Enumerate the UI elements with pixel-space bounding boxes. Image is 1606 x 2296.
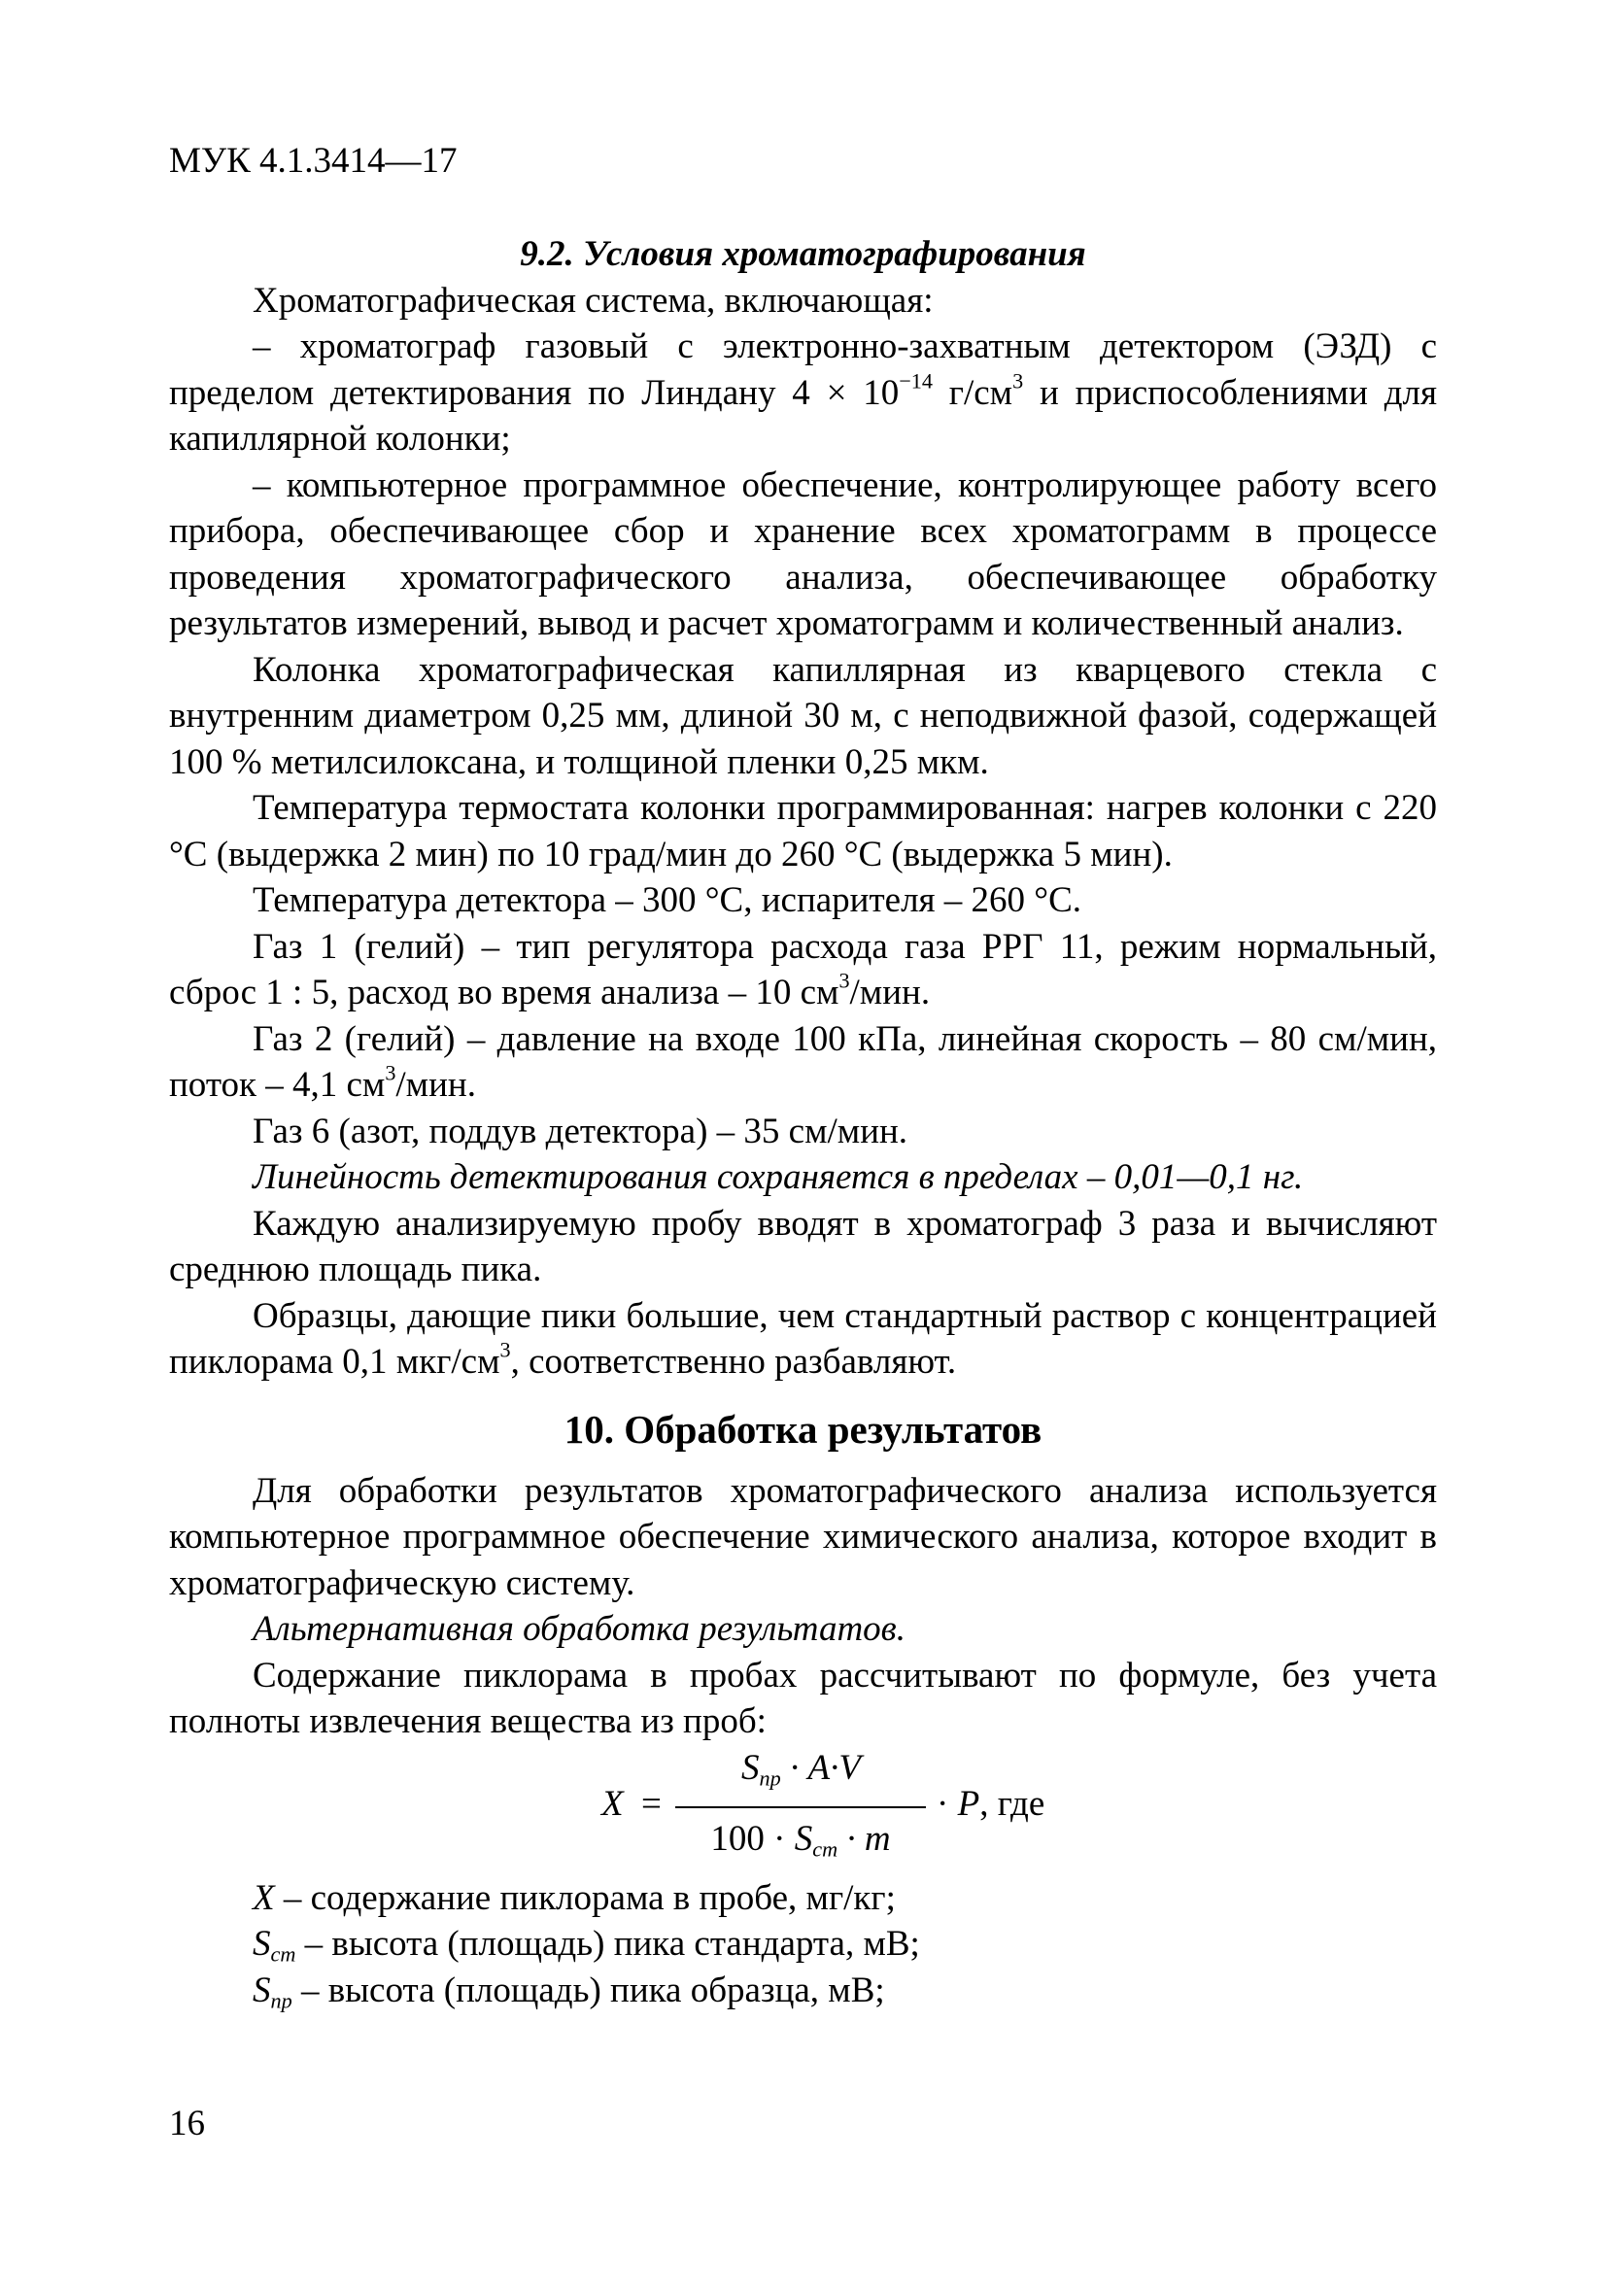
legend-symbol: S — [253, 1924, 271, 1964]
document-code-header: МУК 4.1.3414—17 — [169, 141, 458, 181]
formula-num-rest: · A·V — [780, 1747, 861, 1788]
legend-subscript: ст — [270, 1941, 296, 1967]
legend-description: – высота (площадь) пика стандарта, мВ; — [295, 1924, 920, 1964]
superscript-cube: 3 — [1012, 367, 1024, 393]
legend-item — [169, 1968, 1437, 2014]
formula-den-rest: · m — [837, 1818, 891, 1859]
formula-tail-p: P — [957, 1783, 980, 1824]
text-chromatograph-b: г/см — [932, 372, 1013, 413]
paragraph-gas-2 — [169, 1016, 1437, 1109]
formula-tail-dot: · — [937, 1783, 958, 1824]
paragraph-chromatograph — [169, 324, 1437, 463]
page-content — [169, 231, 1437, 2013]
paragraph-gas-6: Газ 6 (азот, поддув детектора) – 35 см/мин. — [253, 1111, 908, 1151]
paragraph-thermostat: Температура термостата колонки программированная: нагрев колонки с 220 °С (выдержка 2 мин) по 10 град/мин до 260 °С (выдержка 5 мин). — [169, 788, 1437, 874]
paragraph-gas-1 — [169, 924, 1437, 1016]
formula-den-s: S — [794, 1818, 813, 1859]
legend-description: – высота (площадь) пика образца, мВ; — [291, 1970, 885, 2010]
text-chromatograph-c: и приспособлениями для капиллярной колонки; — [169, 372, 1438, 459]
text-gas-2-a: Газ 2 (гелий) – давление на входе 100 кПа, линейная скорость – 80 см/мин, поток – 4,1 см — [169, 1018, 1437, 1105]
legend-item — [169, 1875, 1437, 1922]
paragraph-formula-intro: Содержание пиклорама в пробах рассчитывают по формуле, без учета полноты извлечения вещества из проб: — [169, 1655, 1437, 1741]
legend-symbol: S — [253, 1970, 271, 2010]
paragraph-column: Колонка хроматографическая капиллярная из кварцевого стекла с внутренним диаметром 0,25 мм, длиной 30 м, с неподвижной фазой, содержащей 100 % метилсилоксана, и толщиной пленки 0,25 мкм. — [169, 649, 1437, 782]
text-gas-1-a: Газ 1 (гелий) – тип регулятора расхода газа РРГ 11, режим нормальный, сброс 1 : 5, расход во время анализа – 10 см — [169, 926, 1437, 1012]
formula-den-sub: ст — [812, 1836, 838, 1862]
fraction-bar — [675, 1806, 926, 1808]
superscript-cube: 3 — [499, 1337, 511, 1362]
page-number: 16 — [169, 2104, 205, 2143]
formula-den-100: 100 · — [710, 1818, 795, 1859]
section-10-title: 10. Обработка результатов — [564, 1406, 1042, 1452]
paragraph-system: Хроматографическая система, включающая: — [253, 280, 934, 321]
superscript-cube: 3 — [838, 968, 850, 993]
legend-item — [169, 1921, 1437, 1968]
superscript-exponent: −14 — [899, 367, 933, 393]
text-dilution-a: Образцы, дающие пики большие, чем стандартный раствор с концентрацией пиклорама 0,1 мкг/см — [169, 1295, 1437, 1382]
paragraph-processing: Для обработки результатов хроматографического анализа используется компьютерное программное обеспечение химического анализа, которое входит в хроматографическую систему. — [169, 1470, 1437, 1603]
formula-num-s: S — [741, 1747, 760, 1788]
text-gas-1-b: /мин. — [849, 973, 931, 1012]
paragraph-alternative: Альтернативная обработка результатов. — [253, 1609, 906, 1649]
formula-tail — [937, 1781, 1044, 1828]
legend-symbol: X — [253, 1877, 275, 1918]
text-dilution-b: , соответственно разбавляют. — [510, 1342, 957, 1382]
legend-description: – содержание пиклорама в пробе, мг/кг; — [274, 1877, 896, 1918]
legend-subscript: пр — [270, 1988, 292, 2013]
paragraph-injection: Каждую анализируемую пробу вводят в хроматограф 3 раза и вычисляют среднюю площадь пика. — [169, 1203, 1437, 1289]
formula-equals: = — [641, 1783, 662, 1824]
formula-numerator — [682, 1745, 920, 1792]
paragraph-software: – компьютерное программное обеспечение, контролирующее работу всего прибора, обеспечивающее сбор и хранение всех хроматограмм в процессе проведения хроматографического анализа, обеспечивающее обработку результатов измерений, вывод и расчет хроматограмм и количественный анализ. — [169, 464, 1437, 643]
paragraph-dilution — [169, 1293, 1437, 1386]
paragraph-detector-temp: Температура детектора – 300 °С, испарителя – 260 °С. — [253, 880, 1082, 920]
superscript-cube: 3 — [385, 1060, 396, 1085]
paragraph-linearity: Линейность детектирования сохраняется в пределах – 0,01—0,1 нг. — [253, 1157, 1304, 1197]
text-gas-2-b: /мин. — [395, 1065, 476, 1105]
formula-denominator — [675, 1816, 926, 1863]
text-chromatograph-a: – хроматограф газовый с электронно-захватным детектором (ЭЗД) с пределом детектирования по Линдану 4 × 10 — [169, 326, 1437, 413]
formula-tail-word: , где — [979, 1783, 1045, 1824]
formula-lhs: X — [601, 1783, 624, 1824]
formula — [169, 1747, 1437, 1873]
formula-num-sub: пр — [759, 1765, 781, 1791]
section-9-2-title: 9.2. Условия хроматографирования — [520, 234, 1086, 274]
